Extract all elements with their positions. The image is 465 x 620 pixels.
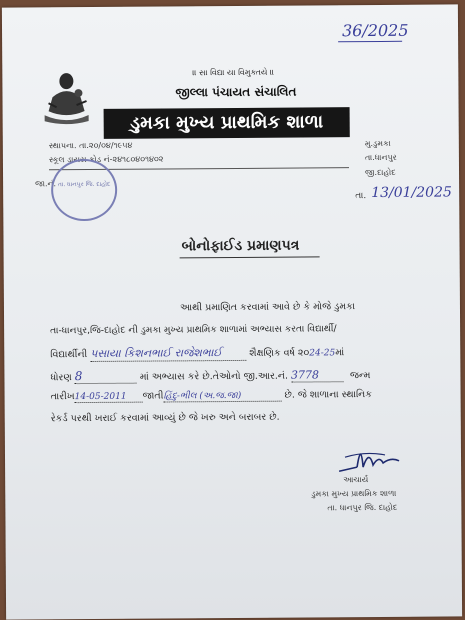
dob-label: તારીખ [50, 391, 75, 403]
dob-value: 14-05-2011 [75, 392, 143, 403]
signature-school: ડુમકા મુખ્ય પ્રાથમિક શાળા [311, 488, 397, 499]
document-title: બોનોફાઈડ પ્રમાણપત્ર [181, 237, 300, 255]
body-line-2: તા-ધાનપુર,જિ-દાહોદ ની ડુમકા મુખ્ય પ્રાથમિક શાળામાં અભ્યાસ કરતા વિદ્યાર્થી/ [50, 323, 337, 337]
body-line-4 [50, 367, 370, 384]
address-taluka: તા.ધાનપુર [364, 152, 397, 163]
standard-label: ધોરણ [50, 372, 72, 384]
goddess-logo-icon [40, 67, 92, 125]
year-label: શૈક્ષણિક વર્ષ ૨૦ [249, 347, 310, 359]
gr-number: 3778 [291, 368, 343, 382]
document-number-underline [338, 41, 402, 42]
body-line-6: રેકર્ડ પરથી ખરાઈ કરવામાં આવ્યું છે જે ખરુ અને બરાબર છે. [50, 411, 280, 425]
document-number: 36/2025 [341, 20, 409, 41]
school-seal-stamp [51, 159, 117, 221]
motto-text: ॥ સા વિદ્યા યા વિમુક્તયે ॥ [192, 67, 275, 78]
student-prefix: વિદ્યાર્થીની [50, 349, 88, 361]
birth-label: જન્મ [349, 370, 371, 382]
caste-value: હિંદુ-ભીલ (અ.જ.જા) [163, 391, 281, 403]
standard-suffix: માં અભ્યાસ કરે છે.તેઓનો જી.આર.નં. [139, 370, 289, 383]
address-village: મુ.ડુમકા [364, 138, 391, 149]
date-value: 13/01/2025 [371, 184, 452, 202]
body-line-3 [50, 345, 344, 362]
council-text: જીલ્લા પંચાયત સંચાલિત [175, 84, 297, 100]
signature-mark [335, 437, 405, 477]
standard-value: 8 [75, 369, 137, 384]
title-underline [180, 256, 320, 258]
student-name: પસાયા કિશનભાઈ રાજેશભાઈ [90, 346, 246, 362]
established-text: સ્થાપના. તા.૨૦/૦૪/૧૯૫૪ [48, 140, 133, 151]
body-line-1: આથી પ્રમાણિત કરવામાં આવે છે કે મોજે ડુમકા [179, 301, 356, 314]
caste-label: જાતી [142, 390, 164, 402]
seal-text: તા. ધાનપુર જિ. દાહોદ [57, 180, 111, 189]
signature-role: આચાર્ય [343, 475, 369, 485]
body-line-5-end: છે. જે શાળાના સ્થાનિક [284, 389, 372, 401]
school-name-banner: ડુમકા મુખ્ય પ્રાથમિક શાળા [104, 107, 350, 139]
address-district: જી.દાહોદ [364, 167, 396, 178]
year-value: 24-25 [309, 348, 336, 359]
year-suffix: માં [335, 347, 345, 359]
school-code-text: સ્કૂલ ડાયસ કોડ નં-૨૪૧૮૦૪૦૧૪૦૨ [48, 154, 164, 165]
ref-number-label: જા.નં. [35, 179, 57, 189]
date-prefix: તા. [355, 191, 367, 202]
document-page [2, 4, 462, 619]
body-line-5 [51, 389, 372, 403]
signature-place: તા. ધાનપુર જિ. દાહોદ [327, 502, 398, 513]
